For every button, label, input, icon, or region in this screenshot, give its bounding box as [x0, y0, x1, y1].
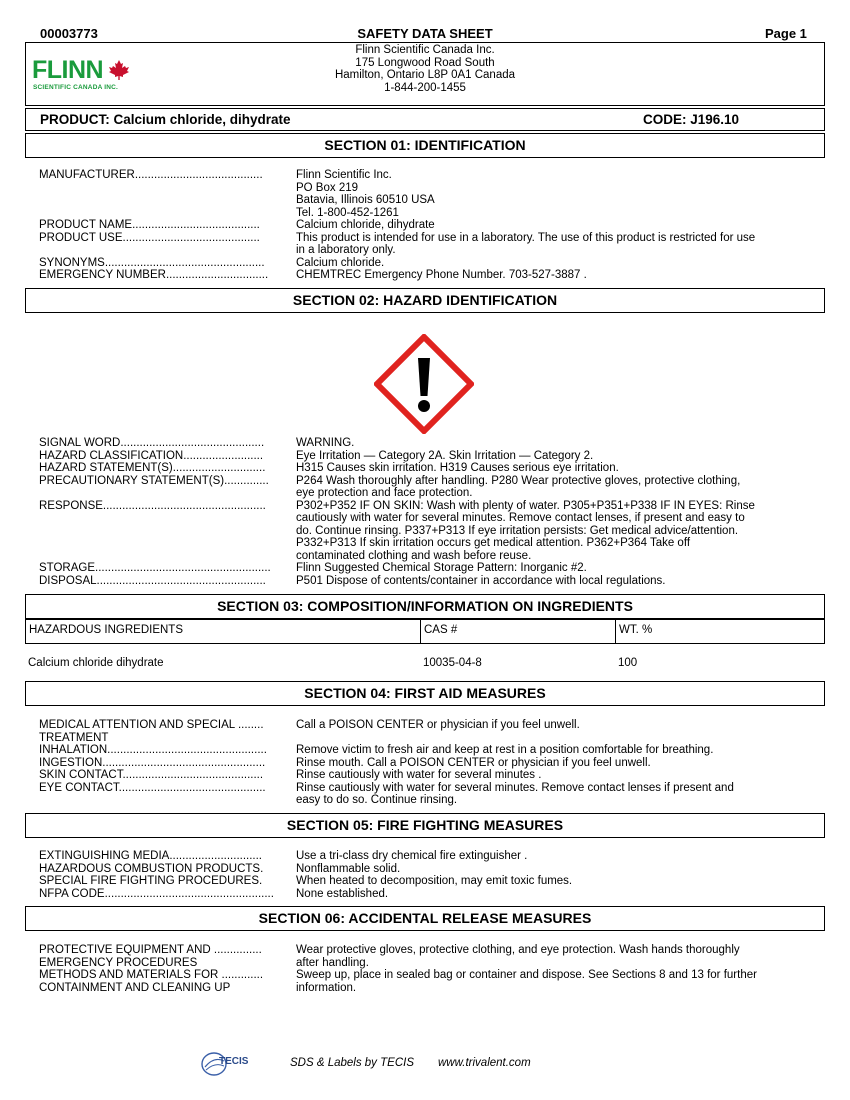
nfpa-code-value: None established. [296, 887, 389, 900]
containment-methods-line-2: information. [296, 981, 357, 994]
product-name: PRODUCT: Calcium chloride, dihydrate [40, 112, 291, 127]
protective-equipment-line-1: Wear protective gloves, protective clothing, and eye protection. Wash hands thoroughly [296, 944, 740, 956]
combustion-products-label: HAZARDOUS COMBUSTION PRODUCTS. [39, 862, 264, 875]
medical-attention-label: MEDICAL ATTENTION AND SPECIAL ........ [39, 719, 264, 731]
precautionary-label: PRECAUTIONARY STATEMENT(S).............. [39, 474, 269, 487]
combustion-products-value: Nonflammable solid. [296, 862, 401, 875]
response-line-2: cautiously with water for several minutes. Remove contact lenses, if present and easy to [296, 512, 745, 524]
section-03-header: SECTION 03: COMPOSITION/INFORMATION ON INGREDIENTS [25, 594, 825, 619]
synonyms-label: SYNONYMS.................................................. [39, 256, 265, 269]
product-use-line-1: This product is intended for use in a laboratory. The use of this product is restricted for use [296, 231, 756, 244]
protective-equipment-label-2: EMERGENCY PROCEDURES [39, 956, 198, 969]
storage-label: STORAGE....................................................... [39, 562, 271, 574]
document-title: SAFETY DATA SHEET [357, 26, 493, 41]
tecis-logo-text: TECIS [219, 1056, 249, 1067]
product-name-value: Calcium chloride, dihydrate [296, 219, 435, 231]
product-use-label: PRODUCT USE........................................... [39, 231, 260, 244]
hazard-classification-value: Eye Irritation — Category 2A. Skin Irritation — Category 2. [296, 449, 594, 462]
inhalation-label: INHALATION.................................................. [39, 744, 267, 756]
address-line-1: Flinn Scientific Canada Inc. [355, 44, 495, 56]
precautionary-line-1: P264 Wash thoroughly after handling. P280 Wear protective gloves, protective clothing, [296, 474, 741, 487]
manufacturer-line-1: Flinn Scientific Inc. [296, 169, 392, 181]
ingestion-value: Rinse mouth. Call a POISON CENTER or physician if you feel unwell. [296, 756, 651, 769]
disposal-value: P501 Dispose of contents/container in accordance with local regulations. [296, 574, 666, 587]
section-05-header: SECTION 05: FIRE FIGHTING MEASURES [25, 813, 825, 838]
footer-credit: SDS & Labels by TECIS [290, 1057, 414, 1069]
hazard-statements-label: HAZARD STATEMENT(S)............................. [39, 462, 266, 474]
address-line-3: Hamilton, Ontario L8P 0A1 Canada [334, 69, 516, 81]
address-line-2: 175 Longwood Road South [355, 56, 495, 69]
fire-procedures-value: When heated to decomposition, may emit toxic fumes. [296, 875, 573, 887]
manufacturer-label: MANUFACTURER........................................ [39, 169, 263, 181]
storage-value: Flinn Suggested Chemical Storage Pattern: Inorganic #2. [296, 562, 587, 574]
containment-methods-line-1: Sweep up, place in sealed bag or container and dispose. See Sections 8 and 13 for further [296, 969, 757, 981]
nfpa-code-label: NFPA CODE..................................................... [39, 887, 274, 900]
containment-methods-label: METHODS AND MATERIALS FOR ............. [39, 969, 264, 981]
logo-subtitle: SCIENTIFIC CANADA INC. [33, 84, 119, 91]
signal-word-label: SIGNAL WORD............................................. [39, 437, 265, 449]
hazard-classification-label: HAZARD CLASSIFICATION......................... [39, 449, 264, 462]
manufacturer-line-3: Batavia, Illinois 60510 USA [296, 194, 435, 206]
footer-website[interactable]: www.trivalent.com [438, 1057, 531, 1069]
eye-contact-line-1: Rinse cautiously with water for several minutes. Remove contact lenses if present and [296, 781, 734, 794]
ingredient-cas: 10035-04-8 [423, 657, 482, 669]
synonyms-value: Calcium chloride. [296, 256, 385, 269]
section-01-header: SECTION 01: IDENTIFICATION [25, 133, 825, 158]
manufacturer-line-2: PO Box 219 [296, 181, 359, 194]
medical-attention-label-2: TREATMENT [39, 731, 109, 744]
skin-contact-value: Rinse cautiously with water for several minutes . [296, 769, 542, 781]
product-name-label: PRODUCT NAME........................................ [39, 219, 260, 231]
section-06-header: SECTION 06: ACCIDENTAL RELEASE MEASURES [25, 906, 825, 931]
extinguishing-media-label: EXTINGUISHING MEDIA............................. [39, 850, 263, 862]
hazard-statements-value: H315 Causes skin irritation. H319 Causes serious eye irritation. [296, 462, 619, 474]
precautionary-line-2: eye protection and face protection. [296, 487, 473, 499]
response-line-3: do. Continue rinsing. P337+P313 If eye irritation persists: Get medical advice/attention. [296, 524, 739, 537]
ingredient-name: Calcium chloride dihydrate [28, 657, 164, 669]
response-line-1: P302+P352 IF ON SKIN: Wash with plenty of water. P305+P351+P338 IF IN EYES: Rinse [296, 499, 755, 512]
ingestion-label: INGESTION................................................... [39, 756, 266, 769]
manufacturer-line-4: Tel. 1-800-452-1261 [296, 206, 399, 219]
eye-contact-line-2: easy to do so. Continue rinsing. [296, 794, 458, 806]
logo-wordmark: FLINN [32, 56, 104, 84]
address-line-4: 1-844-200-1455 [384, 81, 466, 94]
product-use-line-2: in a laboratory only. [296, 244, 396, 256]
containment-methods-label-2: CONTAINMENT AND CLEANING UP [39, 981, 231, 994]
medical-attention-value: Call a POISON CENTER or physician if you feel unwell. [296, 719, 580, 731]
emergency-number-label: EMERGENCY NUMBER................................ [39, 269, 269, 281]
disposal-label: DISPOSAL..................................................... [39, 574, 266, 587]
fire-procedures-label: SPECIAL FIRE FIGHTING PROCEDURES. [39, 875, 263, 887]
section-04-header: SECTION 04: FIRST AID MEASURES [25, 681, 825, 706]
response-line-5: contaminated clothing and wash before reuse. [296, 549, 532, 562]
column-header-cas: CAS # [424, 624, 458, 636]
response-label: RESPONSE................................................... [39, 499, 266, 512]
section-02-header: SECTION 02: HAZARD IDENTIFICATION [25, 288, 825, 313]
inhalation-value: Remove victim to fresh air and keep at rest in a position comfortable for breathing. [296, 744, 714, 756]
protective-equipment-label: PROTECTIVE EQUIPMENT AND ............... [39, 944, 262, 956]
protective-equipment-line-2: after handling. [296, 956, 369, 969]
page-number: Page 1 [765, 26, 807, 41]
product-code: CODE: J196.10 [643, 112, 740, 127]
ingredient-weight: 100 [618, 657, 638, 669]
tecis-logo [200, 1050, 260, 1078]
document-number: 00003773 [40, 26, 98, 41]
emergency-number-value: CHEMTREC Emergency Phone Number. 703-527-3887 . [296, 269, 587, 281]
column-header-weight: WT. % [619, 624, 653, 636]
skin-contact-label: SKIN CONTACT............................................ [39, 769, 264, 781]
response-line-4: P332+P313 If skin irritation occurs get medical attention. P362+P364 Take off [296, 537, 691, 549]
exclamation-mark-pictogram-icon [374, 334, 474, 434]
eye-contact-label: EYE CONTACT.............................................. [39, 781, 266, 794]
extinguishing-media-value: Use a tri-class dry chemical fire extinguisher . [296, 850, 528, 862]
column-header-ingredients: HAZARDOUS INGREDIENTS [29, 624, 183, 636]
signal-word-value: WARNING. [296, 437, 355, 449]
